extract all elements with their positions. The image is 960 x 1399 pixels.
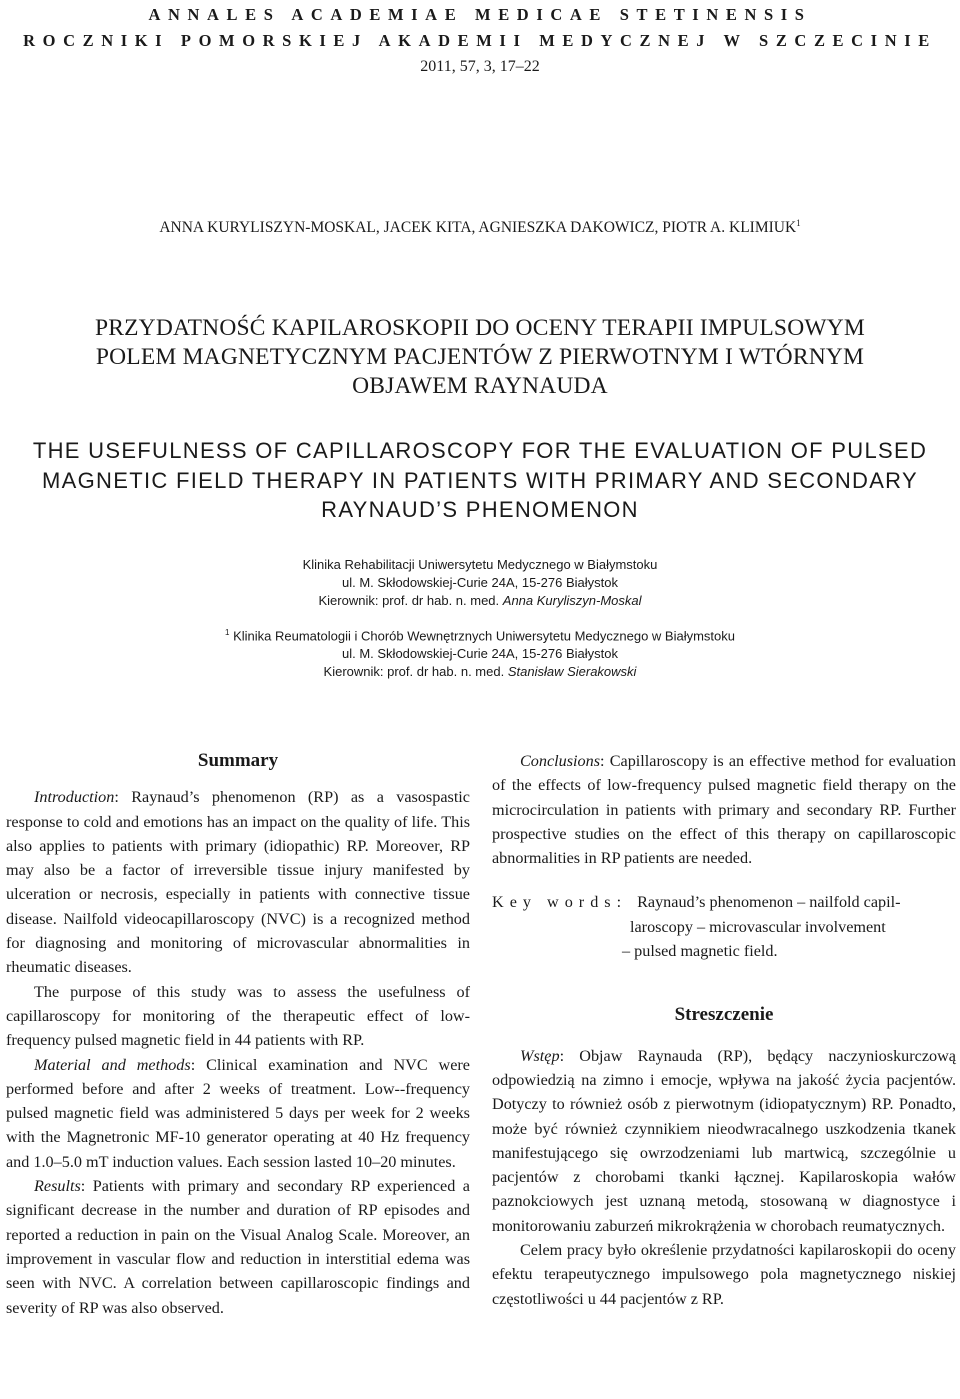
keywords-line-3: – pulsed magnetic field.: [622, 942, 778, 961]
issue-info: 2011, 57, 3, 17–22: [420, 58, 540, 75]
journal-title-polish: ROCZNIKI POMORSKIEJ AKADEMII MEDYCZNEJ W SZCZECINIE: [23, 31, 937, 50]
affiliation-1: [0, 556, 960, 610]
keywords-line-1: Raynaud’s phenomenon – nailfold capil-: [637, 893, 901, 912]
summary-column: [6, 749, 470, 1320]
streszczenie-purpose: Celem pracy było określenie przydatności kapilaroskopii do oceny efektu terapeutycznego impulsowego pola magnetycznego niskiej częstotliwości u 44 pacjentów z RP.: [492, 1241, 956, 1308]
keywords: [492, 890, 956, 963]
title-polish: PRZYDATNOŚĆ KAPILAROSKOPII DO OCENY TERAPII IMPULSOWYM POLEM MAGNETYCZNYM PACJENTÓW Z PIERWOTNYM I WTÓRNYM OBJAWEM RAYNAUDA: [94, 315, 866, 399]
journal-title-latin: ANNALES ACADEMIAE MEDICAE STETINENSIS: [148, 5, 812, 24]
summary-introduction: Introduction: Raynaud’s phenomenon (RP) as a vasospastic response to cold and emotions has an impact on the quality of life. This also applies to patients with primary (idiopathic) RP. Moreover, RP may also be a factor of irreversible tissue injury manifested by ulceration or necrosis, especially in patients with connective tissue disease. Nailfold videocapillaroscopy (NVC) is a recognized method for diagnosing and monitoring of microvascular abnormalities in rheumatic diseases.: [6, 788, 470, 977]
affiliation-2-address: ul. M. Skłodowskiej-Curie 24A, 15-276 Białystok: [341, 646, 618, 662]
affiliation-1-head-name: Anna Kuryliszyn-Moskal: [502, 593, 642, 608]
keywords-line-2: laroscopy – microvascular involvement: [630, 917, 886, 936]
affiliation-2-head: Kierownik: prof. dr hab. n. med. Stanisław Sierakowski: [323, 664, 637, 680]
keywords-label: Key words:: [492, 893, 628, 912]
author-names: ANNA KURYLISZYN-MOSKAL, JACEK KITA, AGNIESZKA DAKOWICZ, PIOTR A. KLIMIUK: [159, 219, 797, 237]
author-affiliation-mark: 1: [796, 218, 801, 228]
streszczenie-heading: Streszczenie: [674, 1004, 774, 1026]
summary-conclusions: Conclusions: Capillaroscopy is an effective method for evaluation of the effects of low-frequency pulsed magnetic field therapy on the microcirculation in patients with primary and secondary RP. Further prospective studies on the effect of this therapy on capillaroscopic abnormalities in RP patients are needed.: [492, 752, 956, 868]
affiliation-1-address: ul. M. Skłodowskiej-Curie 24A, 15-276 Białystok: [341, 575, 618, 590]
affiliation-2-head-name: Stanisław Sierakowski: [507, 664, 637, 680]
author-list: [0, 218, 960, 237]
summary-heading: Summary: [197, 750, 279, 771]
affiliation-2-institution: $^1$ Klinika Reumatologii i Chorób Wewnętrznych Uniwersytetu Medycznego w Białymstoku: [225, 628, 735, 644]
streszczenie-introduction: Wstęp: Objaw Raynauda (RP), będący naczynioskurczową odpowiedzią na zimno i emocje, wpływa na jakość życia pacjentów. Dotyczy to również osób z pierwotnym (idiopatycznym) RP. Ponadto, może być również czynnikiem nieodwracalnego uszkodzenia tkanek manifestującego się owrzodzeniami lub martwicą, szczególnie u pacjentów z chorobami tkanki łącznej. Kapilaroskopia wałów paznokciowych jest uznaną metodą, stosowaną w diagnostyce i monitorowaniu zaburzeń mikrokrążenia w chorobach reumatycznych.: [492, 1046, 956, 1235]
title-english: THE USEFULNESS OF CAPILLAROSCOPY FOR THE EVALUATION OF PULSED MAGNETIC FIELD THERAPY IN PATIENTS WITH PRIMARY AND SECONDARY RAYNAUD’S PHENOMENON: [32, 438, 928, 522]
summary-methods: Material and methods: Clinical examination and NVC were performed before and after 2 weeks of treatment. Low--frequency pulsed magnetic field was administered 5 days per week for 2 weeks with the Magnetronic MF-10 generator operating at 40 Hz frequency and 1.0–5.0 mT induction values. Each session lasted 10–20 minutes.: [6, 1055, 470, 1171]
affiliation-1-institution: Klinika Rehabilitacji Uniwersytetu Medycznego w Białymstoku: [302, 557, 658, 572]
summary-purpose: The purpose of this study was to assess the usefulness of capillaroscopy for monitoring of the therapeutic effect of low-frequency pulsed magnetic field in 44 patients with RP.: [6, 982, 470, 1050]
affiliation-2: [0, 624, 960, 681]
affiliation-1-head: Kierownik: prof. dr hab. n. med. Anna Kuryliszyn-Moskal: [318, 593, 642, 608]
right-column: [492, 749, 956, 1311]
summary-results: Results: Patients with primary and secondary RP experienced a significant decrease in the number and duration of RP episodes and reported a reduction in pain on the Visual Analog Scale. Moreover, an improvement in vascular flow and reduction in interstitial edema was seen with NVC. A correlation between capillaroscopic findings and severity of RP was also observed.: [6, 1177, 470, 1317]
